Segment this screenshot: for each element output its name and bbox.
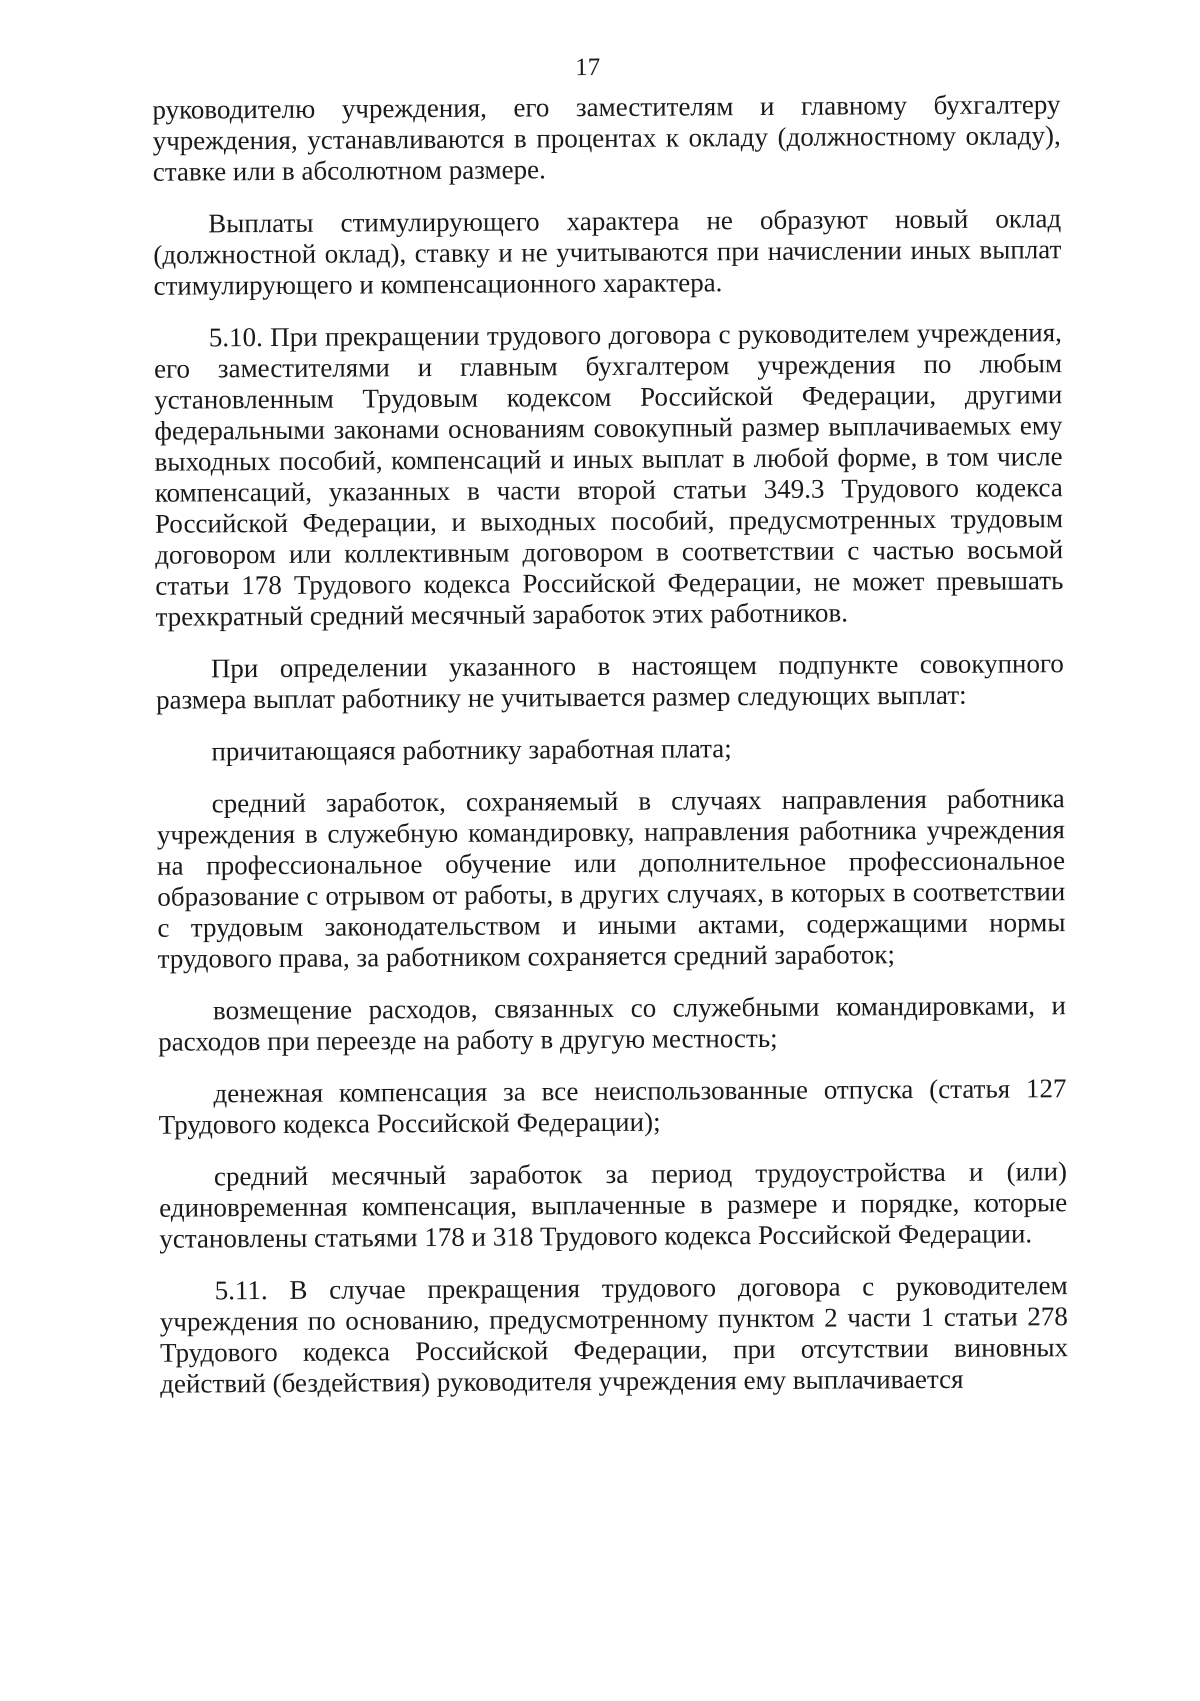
paragraph-5-10: 5.10. При прекращении трудового договора с руководителем учреждения, его заместителями и главным бухгалтером учреждения по любым установленным Трудовым кодексом Российской Федерации, другими федеральными законами основаниям совокупный размер выплачиваемых ему выходных пособий, компенсаций и иных выплат в любой форме, в том числе компенсаций, указанных в части второй статьи 349.3 Трудового кодекса Российской Федерации, и выходных пособий, предусмотренных трудовым договором или коллективным договором в соответствии с частью восьмой статьи 178 Трудового кодекса Российской Федерации, не может превышать трехкратный средний месячный заработок этих работников. [153, 317, 1064, 632]
list-item-travel-expenses: возмещение расходов, связанных со служебными командировками, и расходов при переезде на работу в другую местность; [158, 990, 1067, 1057]
paragraph-continuation: руководителю учреждения, его заместителям и главному бухгалтеру учреждения, устанавливаются в процентах к окладу (должностному окладу), ставке или в абсолютном размере. [152, 89, 1061, 187]
page-number: 17 [575, 53, 601, 82]
paragraph-stimulating-payments: Выплаты стимулирующего характера не образуют новый оклад (должностной оклад), ставку и не учитываются при начислении иных выплат стимулирующего и компенсационного характера. [153, 203, 1062, 301]
paragraph-5-11: 5.11. В случае прекращения трудового договора с руководителем учреждения по основанию, предусмотренному пунктом 2 части 1 статьи 278 Трудового кодекса Российской Федерации, при отсутствии виновных действий (бездействия) руководителя учреждения ему выплачивается [159, 1270, 1069, 1399]
list-item-salary: причитающаяся работнику заработная плата; [211, 733, 732, 767]
document-body [152, 89, 1068, 1400]
paragraph-excluded-payments-intro: При определении указанного в настоящем подпункте совокупного размера выплат работнику не учитывается размер следующих выплат: [155, 648, 1064, 715]
list-item-vacation-compensation: денежная компенсация за все неиспользованные отпуска (статья 127 Трудового кодекса Российской Федерации); [158, 1073, 1067, 1140]
list-item-employment-period-earnings: средний месячный заработок за период трудоустройства и (или) единовременная компенсация, выплаченные в размере и порядке, которые установлены статьями 178 и 318 Трудового кодекса Российской Федерации. [159, 1156, 1068, 1254]
list-item-average-earnings: средний заработок, сохраняемый в случаях направления работника учреждения в служебную командировку, направления работника учреждения на профессиональное обучение или дополнительное профессиональное образование с отрывом от работы, в других случаях, в которых в соответствии с трудовым законодательством и иными актами, содержащими нормы трудового права, за работником сохраняется средний заработок; [156, 783, 1066, 974]
